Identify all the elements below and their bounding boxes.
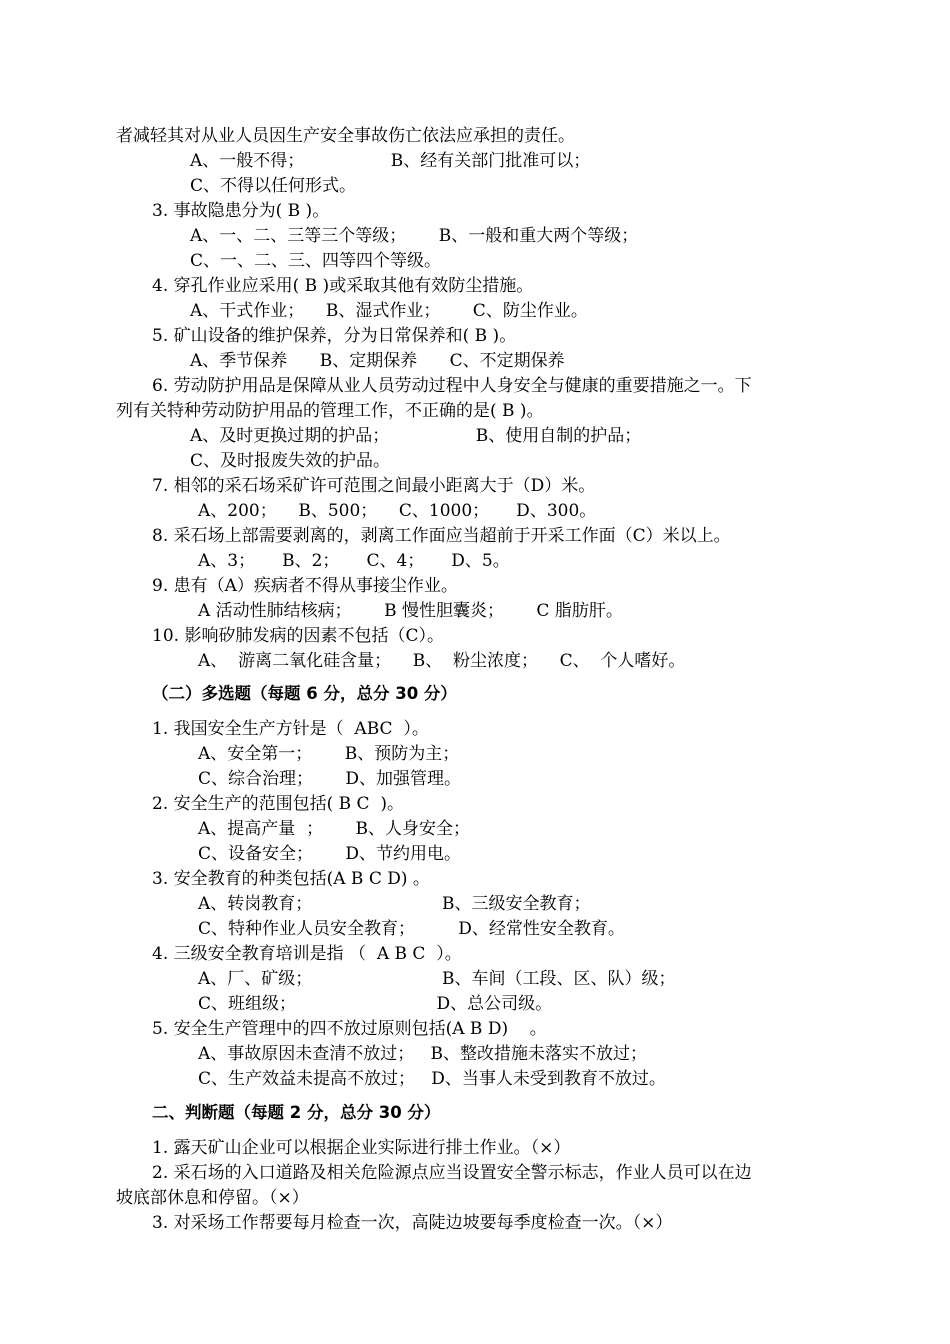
option-line: A、 游离二氧化硅含量； B、 粉尘浓度； C、 个人嗜好。 — [198, 651, 686, 671]
option-line: A、一、二、三等三个等级； B、一般和重大两个等级； — [190, 226, 639, 246]
option-line: A、3； B、2； C、4； D、5。 — [198, 551, 510, 571]
question-line: 1. 我国安全生产方针是（ ABC ）。 — [152, 719, 429, 739]
option-line: A、转岗教育； B、三级安全教育； — [198, 894, 591, 914]
question-line: 2. 安全生产的范围包括( B C )。 — [152, 794, 405, 814]
question-line: 7. 相邻的采石场采矿许可范围之间最小距离大于（D）米。 — [152, 476, 596, 496]
option-line: A、厂、矿级； B、车间（工段、区、队）级； — [198, 969, 676, 989]
question-line: 4. 穿孔作业应采用( B )或采取其他有效防尘措施。 — [152, 276, 534, 296]
option-line: A、干式作业； B、湿式作业； C、防尘作业。 — [190, 301, 588, 321]
question-line: 1. 露天矿山企业可以根据企业实际进行排土作业。（×） — [152, 1138, 571, 1158]
option-line: C、及时报废失效的护品。 — [190, 451, 391, 471]
question-line: 3. 对采场工作帮要每月检查一次，高陡边坡要每季度检查一次。（×） — [152, 1213, 673, 1233]
question-line: 9. 患有（A）疾病者不得从事接尘作业。 — [152, 576, 458, 596]
question-line: 10. 影响矽肺发病的因素不包括（C）。 — [152, 626, 444, 646]
question-line: 5. 安全生产管理中的四不放过原则包括(A B D) 。 — [152, 1019, 547, 1039]
question-line-cont: 坡底部休息和停留。（×） — [116, 1188, 309, 1208]
question-line: 5. 矿山设备的维护保养，分为日常保养和( B )。 — [152, 326, 517, 346]
question-line: 8. 采石场上部需要剥离的，剥离工作面应当超前于开采工作面（C）米以上。 — [152, 526, 731, 546]
question-line-cont: 列有关特种劳动防护用品的管理工作，不正确的是( B )。 — [116, 401, 544, 421]
option-line: A、及时更换过期的护品； B、使用自制的护品； — [190, 426, 642, 446]
option-line: A、季节保养 B、定期保养 C、不定期保养 — [190, 351, 565, 371]
section-heading: （二）多选题（每题 6 分，总分 30 分） — [152, 684, 457, 703]
option-line: C、特种作业人员安全教育； D、经常性安全教育。 — [198, 919, 625, 939]
option-line: C、班组级； D、总公司级。 — [198, 994, 553, 1014]
text-line: 者减轻其对从业人员因生产安全事故伤亡依法应承担的责任。 — [116, 126, 575, 146]
option-line: C、设备安全； D、节约用电。 — [198, 844, 462, 864]
option-line: A、200； B、500； C、1000； D、300。 — [198, 501, 597, 521]
option-line: C、生产效益未提高不放过； D、当事人未受到教育不放过。 — [198, 1069, 666, 1089]
option-line: A、一般不得； B、经有关部门批准可以； — [190, 151, 591, 171]
option-line: C、一、二、三、四等四个等级。 — [190, 251, 442, 271]
question-line: 6. 劳动防护用品是保障从业人员劳动过程中人身安全与健康的重要措施之一。下 — [152, 376, 752, 396]
option-line: A、安全第一； B、预防为主； — [198, 744, 460, 764]
question-line: 4. 三级安全教育培训是指 （ A B C ）。 — [152, 944, 462, 964]
option-line: A 活动性肺结核病； B 慢性胆囊炎； C 脂肪肝。 — [198, 601, 623, 621]
option-line: C、不得以任何形式。 — [190, 176, 357, 196]
option-line: C、综合治理； D、加强管理。 — [198, 769, 462, 789]
section-heading: 二、判断题（每题 2 分，总分 30 分） — [152, 1103, 441, 1122]
question-line: 3. 安全教育的种类包括(A B C D) 。 — [152, 869, 430, 889]
question-line: 2. 采石场的入口道路及相关危险源点应当设置安全警示标志，作业人员可以在边 — [152, 1163, 752, 1183]
option-line: A、事故原因未查清不放过； B、整改措施未落实不放过； — [198, 1044, 647, 1064]
option-line: A、提高产量 ； B、人身安全； — [198, 819, 470, 839]
question-line: 3. 事故隐患分为( B )。 — [152, 201, 330, 221]
